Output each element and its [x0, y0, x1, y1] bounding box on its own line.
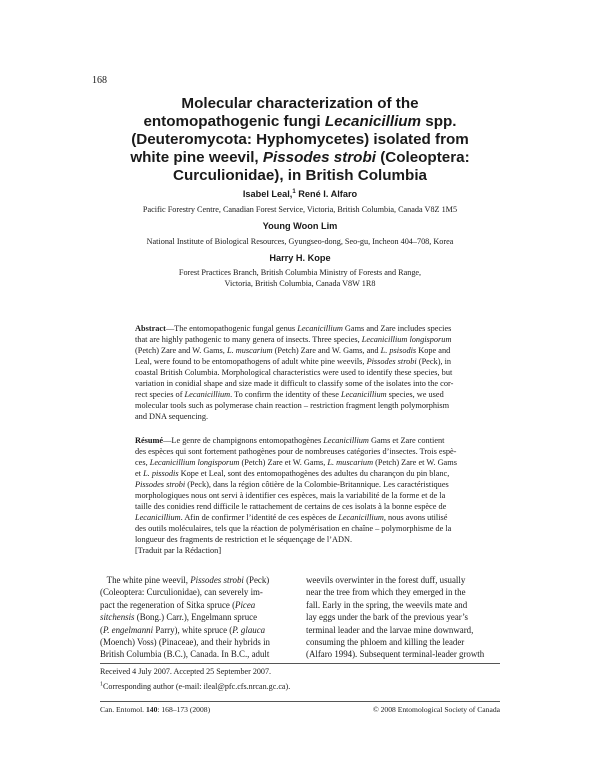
body-line: weevils overwinter in the forest duff, usually: [306, 575, 466, 585]
copyright-notice: © 2008 Entomological Society of Canada: [372, 705, 500, 714]
abstract: [135, 323, 465, 422]
resume-line: ces, Lecanicillium longisporum (Petch) Zare et W. Gams, L. muscarium (Petch) Zare et W. Gams: [135, 458, 457, 467]
resume-line: longueur des fragments de restriction et le séquençage de l’ADN.: [135, 535, 353, 544]
affiliation-2: [100, 236, 500, 247]
body-line: sitchensis (Bong.) Carr.), Engelmann spruce: [100, 612, 258, 623]
journal-citation: Can. Entomol. 140: 168–173 (2008): [100, 705, 211, 714]
abstract-line: (Petch) Zare and W. Gams, L. muscarium (Petch) Zare and W. Gams, and L. psisodis Kope and: [135, 346, 451, 355]
corresponding-author-note: $^1$Corresponding author (e-mail: ileal@pfc.cfs.nrcan.gc.ca).: [100, 681, 291, 691]
body-line: (Coleoptera: Curculionidae), can severely im-: [100, 587, 263, 598]
affiliation-line: Pacific Forestry Centre, Canadian Forest Service, Victoria, British Columbia, Canada V8Z 1M5: [142, 205, 458, 214]
article-title: [100, 95, 500, 185]
body-line: lay eggs under the bark of the previous year’s: [306, 612, 468, 623]
abstract-line: and DNA sequencing.: [135, 412, 209, 421]
body-column-left: [100, 574, 314, 661]
abstract-line: Leal, were found to be entomopathogens of adult white pine weevils, Pissodes strobi (Peck), in: [135, 357, 452, 366]
resume-line: des espèces qui sont fortement pathogènes pour de nombreuses catégories d’insectes. Trois espè-: [135, 447, 457, 456]
resume-line: des outils moléculaires, tels que la réaction de polymérisation en chaîne – polymorphisme de la: [135, 524, 452, 533]
body-line: British Columbia (B.C.), Canada. In B.C., adult: [100, 649, 270, 660]
body-line: pact the regeneration of Sitka spruce (Picea: [100, 599, 256, 610]
resume-line: Lecanicillium. Afin de confirmer l’identité de ces espèces de Lecanicillium, nous avons utilisé: [135, 513, 448, 522]
abstract-line: coastal British Columbia. Morphological characteristics were used to identify these species, but: [135, 368, 453, 377]
resume-line: Résumé—Le genre de champignons entomopathogènes Lecanicillium Gams et Zare contient: [135, 436, 445, 445]
abstract-line: rect species of Lecanicillium. To confirm the identity of these Lecanicillium species, we used: [135, 390, 444, 399]
author-group-3: Harry H. Kope: [269, 253, 331, 263]
resume-line: et L. pissodis Kope et Leal, sont des entomopathogènes des adultes du charançon du pin blanc,: [135, 469, 450, 478]
abstract-line: variation in conidial shape and size made it difficult to classify some of the isolates into the cor-: [135, 379, 454, 388]
body-column-right: [306, 574, 520, 661]
body-line: (Moench) Voss) (Pinaceae), and their hybrids in: [100, 637, 270, 648]
page-number: 168: [92, 75, 107, 86]
body-line: near the tree from which they emerged in the: [306, 587, 466, 598]
body-line: (P. engelmanni Parry), white spruce (P. glauca: [100, 624, 266, 635]
body-line: consuming the phloem and killing the leader: [306, 637, 465, 648]
affiliation-1: [100, 204, 500, 215]
author-group-2: Young Woon Lim: [262, 221, 338, 231]
affiliation-line: Victoria, British Columbia, Canada V8W 1R8: [224, 279, 376, 288]
abstract-line: that are highly pathogenic to many genera of insects. Three species, Lecanicillium longisporum: [135, 335, 452, 344]
title-line: entomopathogenic fungi Lecanicillium spp.: [143, 113, 457, 130]
abstract-line: Abstract—The entomopathogenic fungal genus Lecanicillium Gams and Zare includes species: [135, 324, 452, 333]
author-group-1: Isabel Leal,$^1$ René I. Alfaro: [242, 188, 358, 199]
title-line: Molecular characterization of the: [181, 95, 419, 112]
footnote-divider: [100, 663, 500, 664]
abstract-line: molecular tools such as polymerase chain reaction – restriction fragment length polymorphism: [135, 401, 450, 410]
body-line: (Alfaro 1994). Subsequent terminal-leader growth: [306, 649, 485, 660]
body-line: fall. Early in the spring, the weevils mate and: [306, 599, 468, 610]
resume-line: morphologiques nous ont servi à identifier ces espèces, mais la variabilité de la forme et de la: [135, 491, 446, 500]
body-line: The white pine weevil, Pissodes strobi (Peck): [100, 575, 270, 585]
translation-note: [Traduit par la Rédaction]: [135, 546, 222, 555]
body-line: terminal leader and the larvae mine downward,: [306, 624, 474, 635]
received-note: Received 4 July 2007. Accepted 25 September 2007.: [100, 667, 272, 676]
affiliation-line: National Institute of Biological Resources, Gyungseo-dong, Seo-gu, Incheon 404–708, Korea: [146, 237, 454, 246]
title-line: (Deuteromycota: Hyphomycetes) isolated from: [131, 131, 469, 148]
resume-line: Pissodes strobi (Peck), dans la région côtière de la Colombie-Britannique. Les caractéristiques: [135, 480, 449, 489]
resume-line: taille des conidies rend difficile le rattachement de certains de ces isolats à la bonne espèce de: [135, 502, 447, 511]
resume: [135, 435, 465, 545]
title-line: white pine weevil, Pissodes strobi (Coleoptera:: [130, 149, 470, 166]
affiliation-line: Forest Practices Branch, British Columbia Ministry of Forests and Range,: [178, 268, 422, 277]
title-line: Curculionidae), in British Columbia: [173, 167, 427, 184]
footer-divider: [100, 701, 500, 702]
affiliation-3: [100, 267, 500, 289]
